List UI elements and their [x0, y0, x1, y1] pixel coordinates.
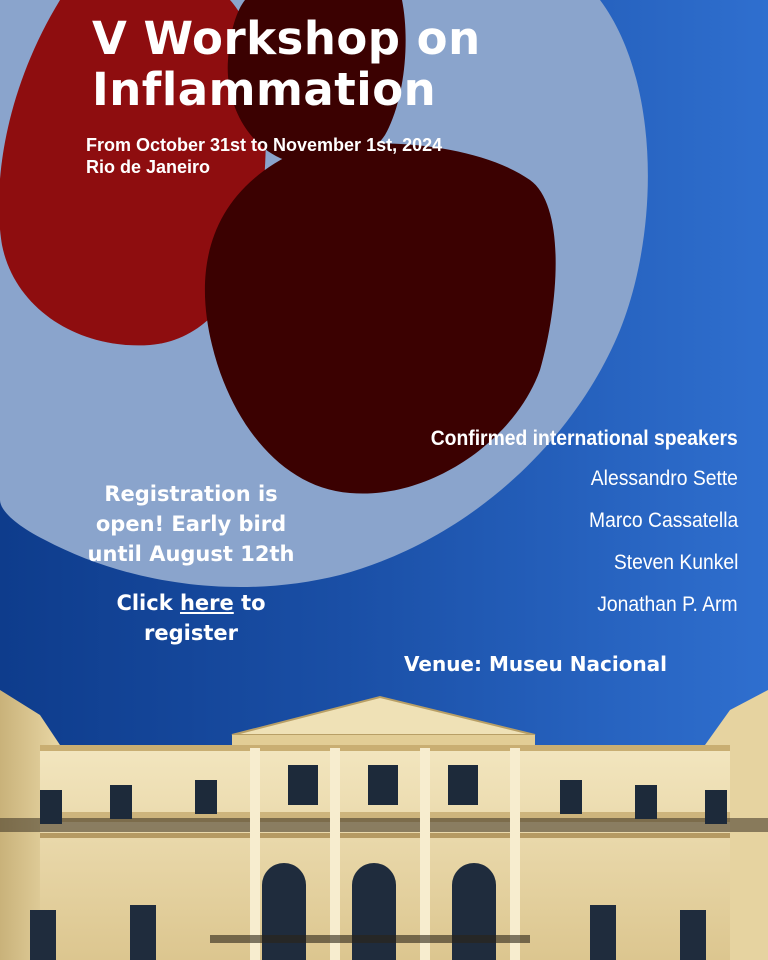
- registration-line-1: Registration is: [104, 482, 278, 506]
- museum-building: [0, 690, 768, 960]
- register-prompt-suffix: to: [233, 591, 266, 615]
- title-line-1: V Workshop on: [92, 12, 481, 65]
- register-link[interactable]: here: [179, 591, 234, 615]
- register-prompt-line-2: register: [144, 621, 238, 645]
- register-prompt: [50, 588, 332, 618]
- speaker-name: Jonathan P. Arm: [597, 593, 738, 616]
- speakers-heading: Confirmed international speakers: [430, 427, 738, 450]
- speaker-name: Alessandro Sette: [590, 467, 738, 490]
- speaker-name: Marco Cassatella: [588, 509, 738, 532]
- event-location: Rio de Janeiro: [86, 157, 211, 177]
- venue-label: Venue: Museu Nacional: [404, 652, 668, 676]
- speaker-name: Steven Kunkel: [613, 551, 738, 574]
- event-dates: From October 31st to November 1st, 2024: [86, 135, 443, 155]
- title-line-2: Inflammation: [92, 63, 437, 116]
- registration-line-2: open! Early bird: [95, 512, 287, 536]
- register-prompt-prefix: Click: [116, 591, 180, 615]
- registration-line-3: until August 12th: [87, 542, 295, 566]
